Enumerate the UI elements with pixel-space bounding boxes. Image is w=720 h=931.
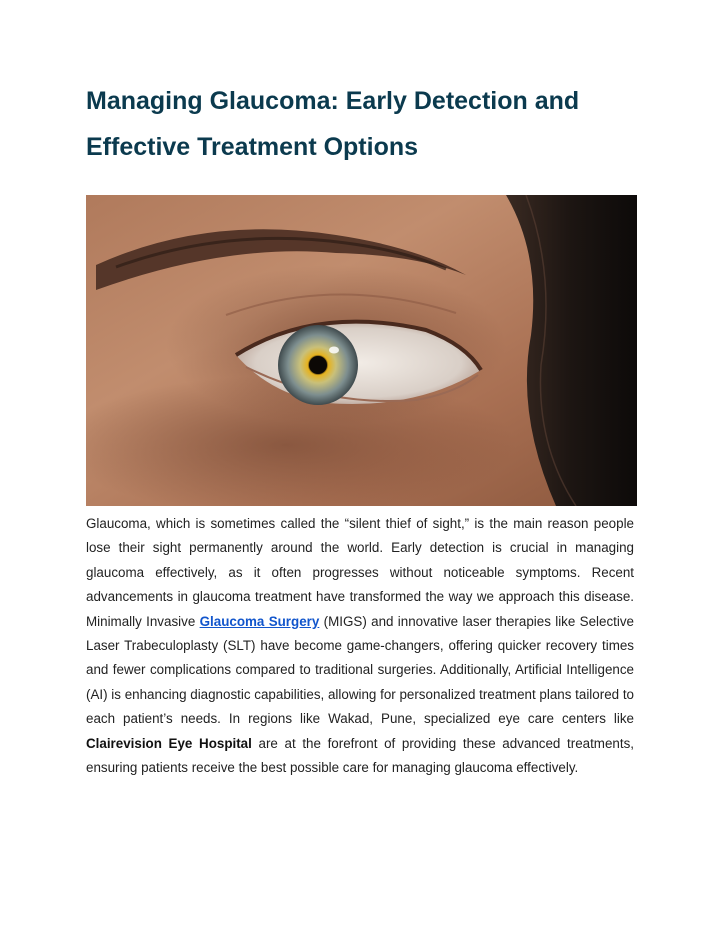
article-title-line-2: Effective Treatment Options	[86, 133, 419, 161]
body-text-part-2: (MIGS) and innovative laser therapies like Selective Laser Trabeculoplasty (SLT) have become game-changers, offering quicker recovery times and fewer complications compared to traditional surgeries. Additionally, Artificial Intelligence (AI) is enhancing diagnostic capabilities, allowing for personalized treatment plans tailored to each patient’s needs. In regions like Wakad, Pune, specialized eye care centers like	[86, 613, 635, 727]
body-text-part-1: Glaucoma, which is sometimes called the “silent thief of sight,” is the main reason people lose their sight permanently around the world. Early detection is crucial in managing glaucoma effectively, as it often progresses without noticeable symptoms. Recent advancements in glaucoma treatment have transformed the way we approach this disease. Minimally Invasive	[86, 516, 634, 629]
eye-photo-illustration	[86, 195, 637, 506]
article-title	[86, 78, 646, 170]
article-body-paragraph	[86, 512, 634, 780]
glaucoma-surgery-link[interactable]: Glaucoma Surgery	[199, 613, 320, 629]
hospital-name: Clairevision Eye Hospital	[86, 735, 252, 751]
body-text-part-3: are at the forefront of providing these advanced treatments, ensuring patients receive the best possible care for managing glaucoma effectively.	[86, 735, 634, 776]
article-title-line-1: Managing Glaucoma: Early Detection and	[86, 87, 580, 115]
eye-closeup-photo	[86, 195, 637, 506]
